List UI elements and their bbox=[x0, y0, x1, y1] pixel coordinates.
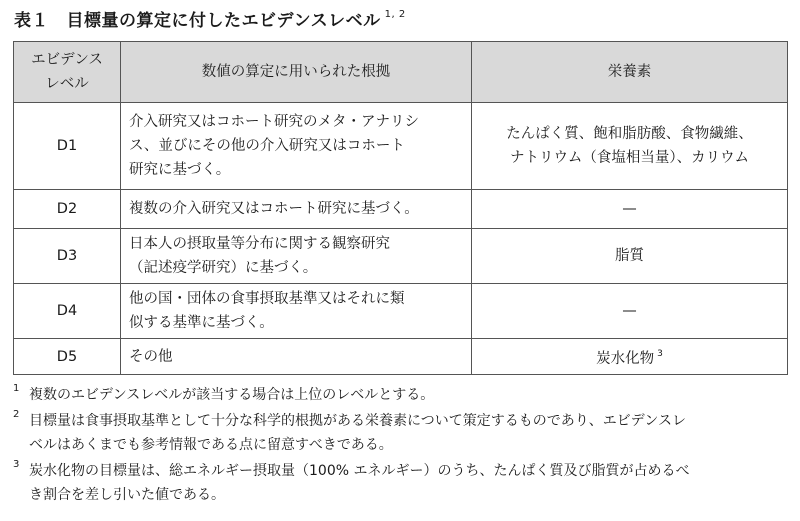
footnote-number: 3 bbox=[13, 459, 20, 470]
table-row bbox=[14, 190, 788, 229]
basis-line: 日本人の摂取量等分布に関する観察研究 bbox=[129, 236, 390, 252]
footnote-line: 炭水化物の目標量は、総エネルギー摂取量（100% エネルギー）のうち、たんぱく質及び脂質が占めるべ bbox=[29, 463, 690, 479]
footnote-line: き割合を差し引いた値である。 bbox=[29, 487, 225, 503]
footnote-number: 2 bbox=[13, 409, 20, 420]
evidence-level-table bbox=[13, 41, 788, 375]
header-nutrients: 栄養素 bbox=[472, 42, 788, 103]
basis-line: 複数の介入研究又はコホート研究に基づく。 bbox=[129, 201, 419, 217]
nutrient-line bbox=[472, 342, 787, 371]
nutrients-cell bbox=[472, 229, 788, 284]
nutrient-line bbox=[472, 197, 787, 221]
basis-line: ス、並びにその他の介入研究又はコホート bbox=[129, 138, 405, 154]
evidence-level-cell: D4 bbox=[14, 284, 121, 339]
footnote bbox=[13, 409, 793, 457]
nutrient-text: 炭水化物 bbox=[596, 351, 655, 367]
footnote-line: ベルはあくまでも参考情報である点に留意すべきである。 bbox=[29, 437, 393, 453]
footnote bbox=[13, 383, 793, 407]
nutrient-text: 脂質 bbox=[615, 248, 644, 264]
basis-line: その他 bbox=[129, 348, 173, 365]
footnote-number: 1 bbox=[13, 383, 20, 394]
basis-cell bbox=[121, 229, 472, 284]
nutrient-text: ナトリウム（食塩相当量）、カリウム bbox=[510, 150, 749, 166]
basis-cell bbox=[121, 190, 472, 229]
basis-cell bbox=[121, 284, 472, 339]
footnote-reference: 3 bbox=[657, 349, 663, 359]
footnote-line: 複数のエビデンスレベルが該当する場合は上位のレベルとする。 bbox=[29, 387, 435, 403]
nutrient-text: たんぱく質、飽和脂肪酸、食物繊維、 bbox=[506, 126, 753, 142]
header-evidence-level: エビデンス レベル bbox=[14, 42, 121, 103]
header-basis: 数値の算定に用いられた根拠 bbox=[121, 42, 472, 103]
footnote-line: 目標量は食事摂取基準として十分な科学的根拠がある栄養素について策定するものであり、エビデンスレ bbox=[29, 413, 687, 429]
nutrient-text: — bbox=[622, 303, 637, 319]
table-row bbox=[14, 284, 788, 339]
nutrients-cell bbox=[472, 190, 788, 229]
evidence-level-cell: D2 bbox=[14, 190, 121, 229]
basis-line: 介入研究又はコホート研究のメタ・アナリシ bbox=[129, 114, 419, 130]
evidence-level-cell: D1 bbox=[14, 103, 121, 190]
basis-line: （記述疫学研究）に基づく。 bbox=[129, 260, 318, 276]
nutrients-cell bbox=[472, 339, 788, 375]
nutrient-line bbox=[472, 244, 787, 268]
footnote bbox=[13, 459, 793, 507]
nutrient-line bbox=[472, 122, 787, 146]
table-row bbox=[14, 103, 788, 190]
nutrient-line bbox=[472, 146, 787, 170]
table-header-row bbox=[14, 42, 788, 103]
basis-cell bbox=[121, 103, 472, 190]
basis-cell bbox=[121, 339, 472, 375]
evidence-level-cell: D5 bbox=[14, 339, 121, 375]
nutrients-cell bbox=[472, 103, 788, 190]
table-row bbox=[14, 339, 788, 375]
nutrient-line bbox=[472, 299, 787, 323]
nutrients-cell bbox=[472, 284, 788, 339]
nutrient-text: — bbox=[622, 201, 637, 217]
footnotes bbox=[13, 383, 793, 509]
table-title-text: 表１ 目標量の算定に付したエビデンスレベル bbox=[14, 11, 381, 31]
basis-line: 他の国・団体の食事摂取基準又はそれに類 bbox=[129, 291, 405, 307]
table-row bbox=[14, 229, 788, 284]
evidence-level-cell: D3 bbox=[14, 229, 121, 284]
table-body bbox=[14, 103, 788, 375]
basis-line: 研究に基づく。 bbox=[129, 162, 231, 178]
title-reference-marks: 1, 2 bbox=[384, 9, 406, 20]
basis-line: 似する基準に基づく。 bbox=[129, 315, 274, 331]
table-title bbox=[14, 6, 406, 31]
